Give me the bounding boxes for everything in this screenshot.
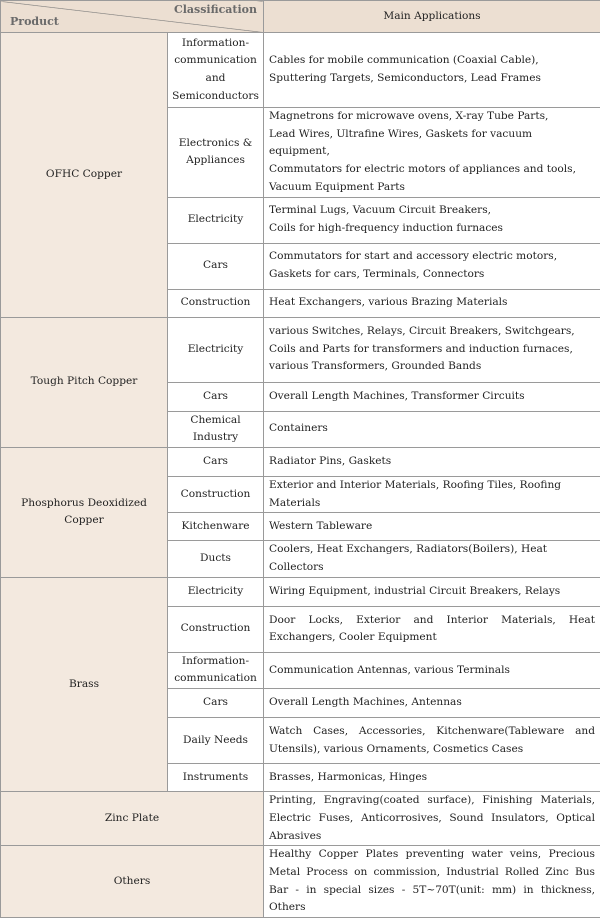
classification-line: Semiconductors: [170, 88, 261, 106]
classification-cell: [168, 447, 264, 476]
classification-cell: [168, 411, 264, 447]
applications-text: Printing, Engraving(coated surface), Finishing Materials, Electric Fuses, Anticorrosives, Sound Insulators, Optical Abrasives: [269, 794, 595, 841]
application-line: Magnetrons for microwave ovens, X-ray Tube Parts,: [269, 108, 595, 126]
classification-line: Electricity: [170, 341, 261, 359]
product-cell: Tough Pitch Copper: [1, 317, 168, 447]
application-line: Heat Exchangers, various Brazing Materials: [269, 294, 595, 312]
classification-line: Information-: [170, 35, 261, 53]
product-cell: OFHC Copper: [1, 33, 168, 318]
applications-cell: [264, 541, 600, 577]
classification-cell: [168, 689, 264, 718]
application-line: Brasses, Harmonicas, Hinges: [269, 769, 595, 787]
applications-text: Healthy Copper Plates preventing water veins, Precious Metal Process on commission, Industrial Rolled Zinc Bus Bar - in special sizes - 5T~70T(unit: mm) in thickness, Others: [269, 848, 595, 913]
classification-line: Electricity: [170, 583, 261, 601]
product-cell: Phosphorus Deoxidized Copper: [1, 447, 168, 577]
classification-cell: [168, 718, 264, 764]
classification-cell: [168, 243, 264, 289]
classification-line: Construction: [170, 486, 261, 504]
applications-text: Door Locks, Exterior and Interior Materials, Heat Exchangers, Cooler Equipment: [269, 614, 595, 644]
applications-cell: [264, 197, 600, 243]
classification-line: Cars: [170, 257, 261, 275]
application-line: Sputtering Targets, Semiconductors, Lead Frames: [269, 70, 595, 88]
applications-cell: [264, 447, 600, 476]
application-line: Radiator Pins, Gaskets: [269, 453, 595, 471]
classification-line: Kitchenware: [170, 518, 261, 536]
product-header: Product: [10, 15, 59, 29]
application-line: Vacuum Equipment Parts: [269, 179, 595, 197]
application-line: Terminal Lugs, Vacuum Circuit Breakers,: [269, 202, 595, 220]
application-line: Communication Antennas, various Terminals: [269, 662, 595, 680]
applications-cell: [264, 606, 600, 652]
application-line: various Transformers, Grounded Bands: [269, 358, 595, 376]
applications-cell: [264, 689, 600, 718]
application-line: Commutators for start and accessory electric motors,: [269, 248, 595, 266]
classification-line: Cars: [170, 388, 261, 406]
main-applications-header: Main Applications: [264, 1, 600, 33]
classification-line: Electricity: [170, 211, 261, 229]
classification-line: Instruments: [170, 769, 261, 787]
applications-cell: [264, 764, 600, 792]
applications-cell: [264, 846, 600, 918]
applications-cell: [264, 792, 600, 846]
classification-cell: [168, 108, 264, 198]
table-row: [1, 317, 600, 382]
classification-line: Cars: [170, 453, 261, 471]
applications-cell: [264, 243, 600, 289]
classification-line: communication: [170, 52, 261, 70]
classification-cell: [168, 606, 264, 652]
applications-cell: [264, 577, 600, 606]
applications-cell: [264, 476, 600, 512]
application-line: Cables for mobile communication (Coaxial Cable),: [269, 52, 595, 70]
applications-cell: [264, 652, 600, 688]
classification-line: Construction: [170, 620, 261, 638]
table-row: [1, 33, 600, 108]
application-line: Overall Length Machines, Antennas: [269, 694, 595, 712]
classification-cell: [168, 382, 264, 411]
application-line: Western Tableware: [269, 518, 595, 536]
application-line: Coolers, Heat Exchangers, Radiators(Boilers), Heat Collectors: [269, 541, 595, 576]
table-row: [1, 792, 600, 846]
application-line: Lead Wires, Ultrafine Wires, Gaskets for vacuum equipment,: [269, 126, 595, 161]
application-line: Exterior and Interior Materials, Roofing Tiles, Roofing Materials: [269, 477, 595, 512]
applications-text: Watch Cases, Accessories, Kitchenware(Tableware and Utensils), various Ornaments, Cosmetics Cases: [269, 725, 595, 755]
application-line: Wiring Equipment, industrial Circuit Breakers, Relays: [269, 583, 595, 601]
product-cell: Brass: [1, 577, 168, 791]
classification-cell: [168, 476, 264, 512]
classification-line: Cars: [170, 694, 261, 712]
classification-cell: [168, 652, 264, 688]
classification-cell: [168, 289, 264, 317]
classification-line: Appliances: [170, 152, 261, 170]
application-line: Coils and Parts for transformers and induction furnaces,: [269, 341, 595, 359]
classification-cell: [168, 317, 264, 382]
product-cell: Others: [1, 846, 264, 918]
classification-line: Daily Needs: [170, 732, 261, 750]
applications-cell: [264, 411, 600, 447]
application-line: various Switches, Relays, Circuit Breakers, Switchgears,: [269, 323, 595, 341]
applications-cell: [264, 33, 600, 108]
classification-line: communication: [170, 670, 261, 688]
classification-cell: [168, 764, 264, 792]
classification-cell: [168, 577, 264, 606]
classification-line: and: [170, 70, 261, 88]
classification-cell: [168, 33, 264, 108]
product-cell: Zinc Plate: [1, 792, 264, 846]
applications-cell: [264, 108, 600, 198]
classification-cell: [168, 197, 264, 243]
header-corner-cell: [1, 1, 264, 33]
classification-cell: [168, 513, 264, 541]
applications-cell: [264, 317, 600, 382]
applications-cell: [264, 718, 600, 764]
classification-line: Chemical Industry: [170, 412, 261, 447]
classification-line: Ducts: [170, 550, 261, 568]
classification-header: Classification: [174, 3, 257, 17]
table-row: [1, 447, 600, 476]
application-line: Coils for high-frequency induction furnaces: [269, 220, 595, 238]
table-body: [1, 33, 600, 918]
classification-line: Electronics &: [170, 135, 261, 153]
table-row: [1, 846, 600, 918]
classification-cell: [168, 541, 264, 577]
application-line: Containers: [269, 420, 595, 438]
classification-line: Construction: [170, 294, 261, 312]
classification-line: Information-: [170, 653, 261, 671]
application-line: Overall Length Machines, Transformer Circuits: [269, 388, 595, 406]
application-line: Gaskets for cars, Terminals, Connectors: [269, 266, 595, 284]
applications-cell: [264, 289, 600, 317]
applications-cell: [264, 382, 600, 411]
applications-cell: [264, 513, 600, 541]
header-row: [1, 1, 600, 33]
application-line: Commutators for electric motors of appliances and tools,: [269, 161, 595, 179]
table-row: [1, 577, 600, 606]
